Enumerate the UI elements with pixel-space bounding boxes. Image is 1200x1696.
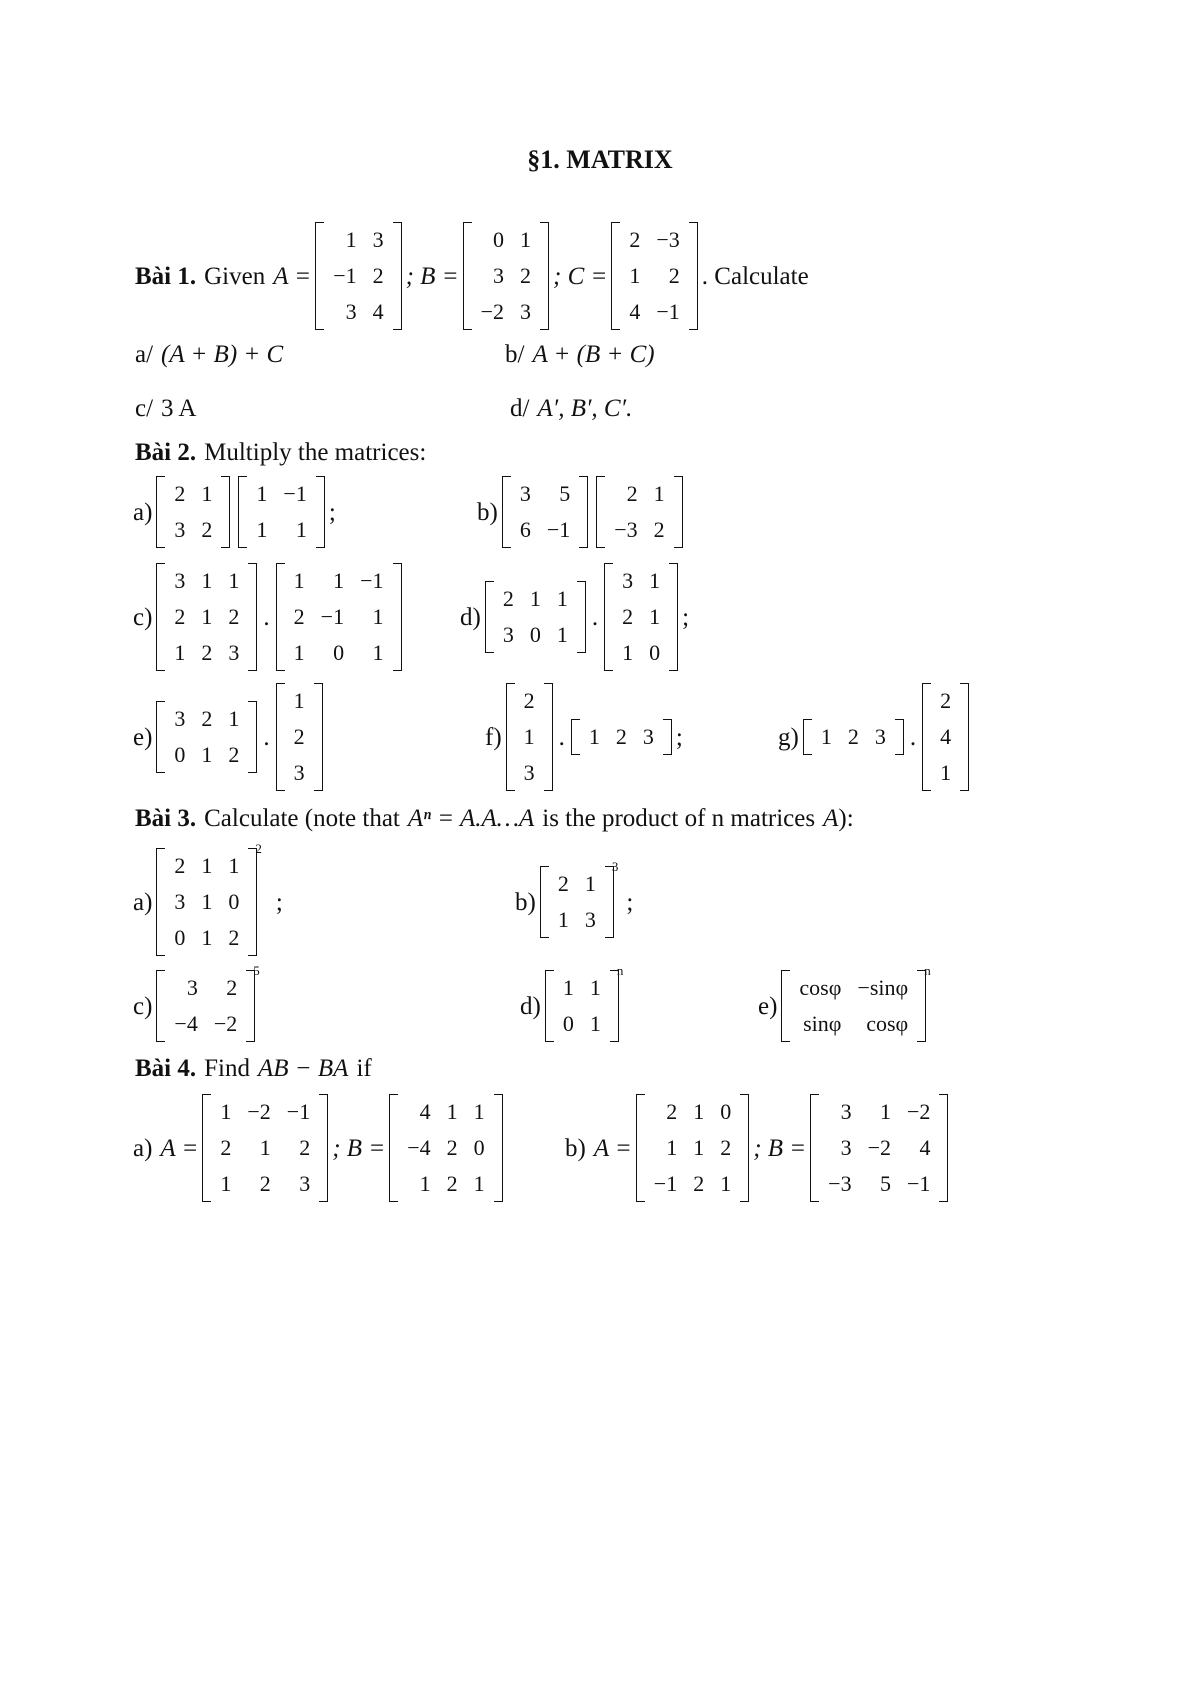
matrix-cell: 2	[201, 517, 213, 542]
matrix-cell: 1	[228, 853, 240, 878]
matrix-cell: 1	[220, 1171, 232, 1196]
bai4-a-matrix-b	[389, 1094, 502, 1202]
matrix-cell: 0	[649, 640, 661, 665]
matrix-cell: 3	[840, 1135, 852, 1160]
bai2-g-m1	[803, 719, 904, 755]
bai3-a-exponent: 2	[255, 841, 262, 856]
matrix-cell: 2	[523, 688, 535, 713]
matrix-cell: 0	[174, 742, 186, 767]
matrix-cell: 4	[372, 299, 384, 324]
bai3-d-exponent: n	[616, 963, 624, 978]
matrix-cell: 4	[419, 1099, 431, 1124]
matrix-cell: 3	[293, 760, 305, 785]
bai3-e-label: e)	[758, 992, 778, 1020]
matrix-cell: cosφ	[866, 1011, 909, 1036]
bai1-a-expr: (A + B) + C	[161, 341, 284, 368]
bai3-d	[520, 963, 624, 1042]
bai2-e-m1	[156, 701, 257, 773]
bai3-a-end: ;	[275, 888, 283, 916]
bai4-a-b-eq: ; B =	[332, 1134, 386, 1162]
matrix-cell: 1	[256, 517, 268, 542]
matrix-cell: 1	[201, 889, 213, 914]
matrix-cell: 3	[186, 975, 198, 1000]
matrix-cell: −3	[828, 1171, 852, 1196]
bai1-a-label: a/	[135, 341, 154, 368]
matrix-cell: 0	[529, 622, 541, 647]
bai3-b-exponent: 3	[611, 859, 619, 874]
bai2-d-label: d)	[460, 603, 481, 631]
matrix-cell: −2	[907, 1099, 931, 1124]
bai1-item-b	[505, 342, 655, 367]
matrix-cell: 2	[668, 263, 680, 288]
matrix-cell: 1	[174, 640, 186, 665]
matrix-cell: 2	[940, 688, 952, 713]
bai4-a-a-eq: A =	[160, 1134, 199, 1162]
bai3-e-matrix	[781, 970, 926, 1042]
matrix-cell: 4	[629, 299, 641, 324]
matrix-cell: 1	[666, 1135, 678, 1160]
matrix-cell: 1	[557, 907, 569, 932]
matrix-cell: −3	[656, 227, 680, 252]
bai4-b-matrix-a	[636, 1094, 749, 1202]
bai3-a	[133, 841, 283, 956]
bai1-statement	[135, 222, 809, 330]
matrix-cell: −1	[546, 517, 571, 542]
bai2-f-m1	[506, 683, 553, 791]
bai2-f-dot: .	[558, 723, 565, 751]
bai1-item-a	[135, 342, 283, 367]
matrix-cell: 2	[293, 604, 305, 629]
bai3-c-exponent: 5	[253, 963, 260, 978]
matrix-cell: sinφ	[803, 1011, 842, 1036]
bai4-b-b-eq: ; B =	[753, 1134, 807, 1162]
bai4-b	[565, 1094, 952, 1202]
matrix-cell: 2	[226, 975, 238, 1000]
matrix-cell: 3	[372, 227, 384, 252]
matrix-cell: −2	[867, 1135, 892, 1160]
bai2-d-m1	[485, 581, 586, 653]
matrix-cell: −1	[907, 1171, 931, 1196]
bai1-c-label: c/	[135, 395, 154, 422]
matrix-cell: 1	[556, 586, 568, 611]
bai4-text: Find	[204, 1055, 250, 1082]
matrix-cell: 2	[847, 724, 859, 749]
matrix-cell: 1	[259, 1135, 271, 1160]
bai3-heading	[135, 806, 854, 831]
matrix-cell: 2	[446, 1135, 458, 1160]
bai3-b-end: ;	[626, 888, 634, 916]
bai2-g-dot: .	[909, 723, 917, 751]
matrix-cell: 0	[174, 925, 186, 950]
matrix-cell: 3	[493, 263, 504, 288]
matrix-cell: 2	[520, 263, 531, 288]
matrix-cell: 1	[201, 925, 213, 950]
bai1-given: Given	[204, 262, 266, 290]
bai2-c-m2	[276, 563, 402, 671]
bai3-c-label: c)	[133, 992, 153, 1020]
matrix-cell: −1	[333, 263, 357, 288]
matrix-cell: 1	[201, 853, 213, 878]
matrix-cell: cosφ	[799, 975, 842, 1000]
bai3-a-label: a)	[133, 888, 153, 916]
matrix-cell: 1	[880, 1099, 892, 1124]
matrix-cell: 3	[299, 1171, 311, 1196]
bai1-c-eq: ; C =	[553, 262, 608, 290]
matrix-cell: 1	[473, 1171, 485, 1196]
bai1-a-eq: A =	[273, 262, 312, 290]
bai2-g	[778, 683, 973, 791]
matrix-cell: −2	[480, 299, 504, 324]
matrix-cell: 1	[220, 1099, 232, 1124]
bai3-c	[133, 963, 260, 1042]
matrix-cell: 1	[419, 1171, 431, 1196]
matrix-cell: 3	[523, 760, 535, 785]
matrix-cell: 1	[293, 640, 305, 665]
matrix-cell: 0	[228, 889, 240, 914]
matrix-cell: 1	[201, 742, 213, 767]
matrix-cell: 1	[584, 871, 596, 896]
matrix-cell: 1	[649, 604, 661, 629]
matrix-cell: 0	[333, 640, 345, 665]
matrix-cell: 3	[502, 622, 514, 647]
matrix-cell: 3	[174, 517, 186, 542]
matrix-cell: −sinφ	[857, 975, 909, 1000]
bai4-b-matrix-b	[810, 1094, 948, 1202]
bai2-c	[133, 563, 406, 671]
matrix-cell: 3	[642, 724, 654, 749]
matrix-cell: −1	[656, 299, 680, 324]
matrix-cell: 1	[201, 568, 213, 593]
bai2-d	[460, 563, 689, 671]
matrix-B	[463, 222, 549, 330]
bai2-f-m2	[571, 719, 672, 755]
bai3-d-matrix	[545, 970, 619, 1042]
bai3-formula: Aⁿ = A.A…A	[407, 805, 535, 832]
bai3-b-matrix	[540, 866, 614, 938]
matrix-cell: −2	[213, 1011, 238, 1036]
matrix-cell: 2	[622, 604, 634, 629]
bai1-d-label: d/	[510, 395, 530, 422]
matrix-cell: 3	[345, 299, 357, 324]
matrix-cell: 0	[493, 227, 504, 252]
matrix-cell: 1	[473, 1099, 485, 1124]
bai1-item-d	[510, 396, 632, 421]
matrix-cell: 2	[666, 1099, 678, 1124]
bai2-a-m2	[238, 476, 324, 548]
matrix-cell: 1	[693, 1135, 705, 1160]
matrix-cell: −1	[653, 1171, 678, 1196]
matrix-cell: 2	[228, 742, 240, 767]
matrix-cell: 1	[372, 604, 384, 629]
matrix-cell: 2	[372, 263, 384, 288]
matrix-cell: 3	[519, 481, 531, 506]
matrix-cell: 1	[529, 586, 541, 611]
matrix-cell: 1	[820, 724, 832, 749]
bai3-d-label: d)	[520, 992, 541, 1020]
matrix-cell: 1	[940, 760, 952, 785]
matrix-cell: 0	[473, 1135, 485, 1160]
matrix-cell: 2	[720, 1135, 732, 1160]
bai2-e-dot: .	[263, 723, 270, 751]
matrix-cell: 1	[653, 481, 665, 506]
bai2-label: Bài 2.	[135, 439, 197, 466]
matrix-cell: 2	[626, 481, 638, 506]
matrix-cell: 3	[174, 568, 186, 593]
matrix-cell: 1	[562, 975, 574, 1000]
bai3-text-a: A	[823, 805, 839, 832]
matrix-cell: 1	[693, 1099, 705, 1124]
matrix-cell: 1	[588, 724, 600, 749]
matrix-cell: 1	[201, 481, 213, 506]
matrix-cell: 3	[840, 1099, 852, 1124]
bai1-calculate: . Calculate	[701, 262, 809, 290]
bai3-e-exponent: n	[924, 963, 931, 978]
bai3-text-after: is the product of n matrices	[542, 805, 816, 832]
matrix-cell: −1	[320, 604, 345, 629]
matrix-cell: 2	[502, 586, 514, 611]
matrix-cell: −4	[407, 1135, 431, 1160]
matrix-cell: 2	[201, 640, 213, 665]
bai2-e-m2	[276, 683, 323, 791]
bai2-c-dot: .	[263, 603, 270, 631]
bai1-b-expr: A + (B + C)	[532, 341, 655, 368]
bai2-g-m2	[922, 683, 969, 791]
matrix-cell: 1	[293, 688, 305, 713]
bai4-expr: AB − BA	[257, 1055, 349, 1082]
bai3-text-end: ):	[838, 805, 854, 832]
bai2-a-m1	[156, 476, 230, 548]
matrix-cell: −2	[247, 1099, 271, 1124]
matrix-cell: 2	[693, 1171, 705, 1196]
matrix-cell: 5	[880, 1171, 892, 1196]
matrix-cell: 1	[333, 568, 345, 593]
matrix-cell: 2	[446, 1171, 458, 1196]
matrix-cell: 2	[228, 925, 240, 950]
matrix-cell: 1	[228, 706, 240, 731]
matrix-A	[315, 222, 401, 330]
matrix-cell: 2	[615, 724, 627, 749]
bai4-label: Bài 4.	[135, 1055, 197, 1082]
matrix-cell: 6	[519, 517, 531, 542]
matrix-cell: −1	[286, 1099, 311, 1124]
bai2-heading	[135, 440, 426, 465]
bai3-a-matrix	[156, 848, 257, 956]
matrix-cell: 0	[720, 1099, 732, 1124]
matrix-cell: 1	[372, 640, 384, 665]
bai1-d-expr: A′, B′, C′.	[537, 395, 633, 422]
bai3-text-before: Calculate (note that	[204, 805, 400, 832]
matrix-cell: 1	[629, 263, 641, 288]
matrix-cell: 1	[556, 622, 568, 647]
matrix-cell: 4	[919, 1135, 931, 1160]
matrix-cell: 4	[940, 724, 952, 749]
matrix-cell: 2	[293, 724, 305, 749]
matrix-cell: 1	[589, 975, 601, 1000]
matrix-cell: 2	[174, 481, 186, 506]
bai4-if: if	[356, 1055, 372, 1082]
matrix-C	[611, 222, 697, 330]
bai2-b-m1	[502, 476, 588, 548]
bai2-a	[133, 476, 336, 548]
matrix-cell: 1	[256, 481, 268, 506]
bai2-f-end: ;	[675, 723, 683, 751]
bai2-e-label: e)	[133, 723, 153, 751]
matrix-cell: 2	[653, 517, 665, 542]
matrix-cell: 2	[201, 706, 213, 731]
matrix-cell: 1	[520, 227, 531, 252]
matrix-cell: 2	[174, 853, 186, 878]
matrix-cell: −1	[283, 481, 307, 506]
matrix-cell: 2	[220, 1135, 232, 1160]
bai2-c-label: c)	[133, 603, 153, 631]
bai1-item-c	[135, 396, 196, 421]
bai3-c-matrix	[156, 970, 255, 1042]
matrix-cell: 1	[293, 568, 305, 593]
matrix-cell: −3	[614, 517, 638, 542]
bai3-e	[758, 963, 931, 1042]
bai2-b-m2	[596, 476, 682, 548]
matrix-cell: −1	[360, 568, 384, 593]
matrix-cell: 3	[520, 299, 531, 324]
matrix-cell: 1	[622, 640, 634, 665]
bai2-c-m1	[156, 563, 257, 671]
bai1-b-eq: ; B =	[405, 262, 459, 290]
bai4-heading	[135, 1056, 372, 1081]
matrix-cell: −4	[174, 1011, 198, 1036]
bai2-b-label: b)	[477, 498, 498, 526]
matrix-cell: 1	[523, 724, 535, 749]
bai2-e	[133, 683, 327, 791]
matrix-cell: 1	[589, 1011, 601, 1036]
matrix-cell: 2	[557, 871, 569, 896]
matrix-cell: 0	[562, 1011, 574, 1036]
bai2-a-label: a)	[133, 498, 153, 526]
matrix-cell: 1	[649, 568, 661, 593]
bai2-d-end: ;	[682, 603, 690, 631]
matrix-cell: 1	[295, 517, 307, 542]
bai3-b-label: b)	[515, 888, 536, 916]
matrix-cell: 3	[874, 724, 886, 749]
bai2-d-m2	[604, 563, 678, 671]
bai2-text: Multiply the matrices:	[204, 439, 427, 466]
bai4-a	[133, 1094, 507, 1202]
matrix-cell: 1	[345, 227, 357, 252]
matrix-cell: 2	[299, 1135, 311, 1160]
bai4-a-label: a)	[133, 1134, 153, 1162]
bai2-f-label: f)	[485, 723, 502, 751]
bai1-label: Bài 1.	[135, 262, 197, 290]
matrix-cell: 1	[201, 604, 213, 629]
matrix-cell: 2	[629, 227, 641, 252]
matrix-cell: 3	[174, 889, 186, 914]
matrix-cell: 3	[584, 907, 596, 932]
matrix-cell: 1	[720, 1171, 732, 1196]
matrix-cell: 3	[622, 568, 634, 593]
bai2-a-end: ;	[328, 498, 336, 526]
bai4-a-matrix-a	[202, 1094, 328, 1202]
matrix-cell: 1	[228, 568, 240, 593]
bai2-b	[477, 476, 687, 548]
matrix-cell: 3	[174, 706, 186, 731]
matrix-cell: 1	[446, 1099, 458, 1124]
bai3-label: Bài 3.	[135, 805, 197, 832]
bai3-b	[515, 859, 634, 938]
bai2-f	[485, 683, 683, 791]
bai4-b-a-eq: A =	[593, 1134, 632, 1162]
matrix-cell: 2	[228, 604, 240, 629]
matrix-cell: 2	[174, 604, 186, 629]
bai2-d-dot: .	[591, 603, 599, 631]
bai1-b-label: b/	[505, 341, 525, 368]
matrix-cell: 3	[228, 640, 240, 665]
matrix-cell: 5	[559, 481, 571, 506]
page-title: §1. MATRIX	[527, 145, 673, 174]
bai2-g-label: g)	[778, 723, 799, 751]
bai1-c-expr: 3 A	[161, 395, 197, 422]
matrix-cell: 2	[259, 1171, 271, 1196]
bai4-b-label: b)	[565, 1134, 586, 1162]
